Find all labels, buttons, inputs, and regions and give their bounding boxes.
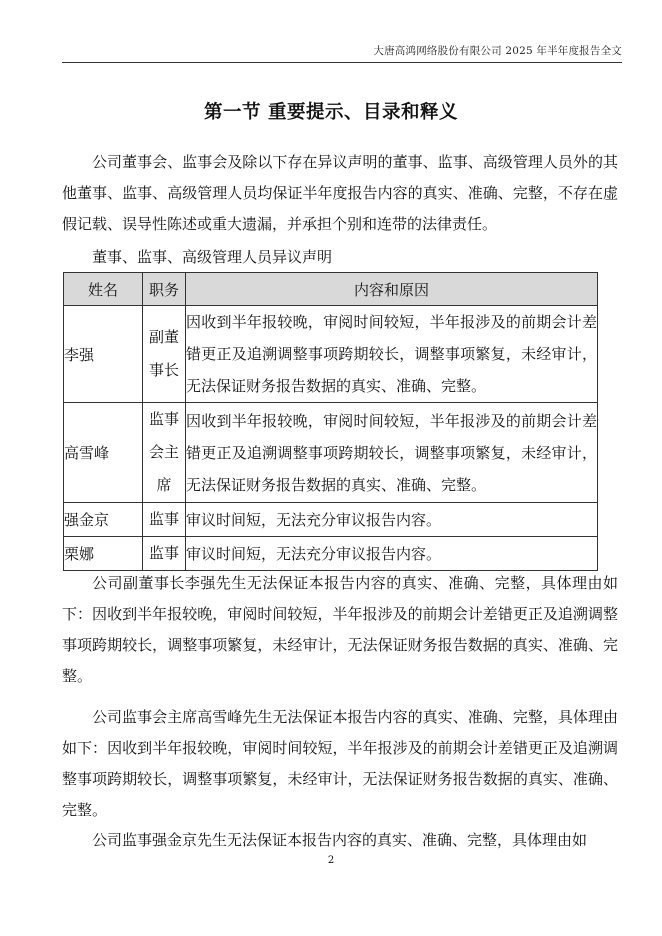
row-reason: 因收到半年报较晚，审阅时间较短，半年报涉及的前期会计差错更正及追溯调整事项跨期较长，调整事项繁复，未经审计，无法保证财务报告数据的真实、准确、完整。: [186, 403, 598, 503]
body-paragraph: 公司副董事长李强先生无法保证本报告内容的真实、准确、完整，具体理由如下：因收到半年报较晚，审阅时间较短，半年报涉及的前期会计差错更正及追溯调整事项跨期较长，调整事项繁复，未经审计，无法保证财务报告数据的真实、准确、完整。: [62, 574, 618, 685]
table-row: [64, 537, 598, 571]
table-row: [64, 306, 598, 403]
page-number: 2: [327, 855, 335, 866]
table-row: [64, 403, 598, 503]
row-name: 栗娜: [64, 537, 143, 571]
row-position: 监事: [143, 503, 186, 537]
row-reason: 审议时间短，无法充分审议报告内容。: [186, 503, 598, 537]
header-reason: 内容和原因: [186, 273, 598, 306]
header-name: 姓名: [64, 273, 143, 306]
body-paragraph: 公司监事强金京先生无法保证本报告内容的真实、准确、完整，具体理由如: [92, 831, 588, 849]
row-position: 副董事长: [143, 306, 186, 403]
row-reason: 审议时间短，无法充分审议报告内容。: [186, 537, 598, 571]
row-position: 监事会主席: [143, 403, 186, 503]
row-name: 高雪峰: [64, 403, 143, 503]
objection-table: [63, 272, 598, 571]
row-name: 李强: [64, 306, 143, 403]
table-title: 董事、监事、高级管理人员异议声明: [92, 248, 333, 266]
row-position: 监事: [143, 537, 186, 571]
row-name: 强金京: [64, 503, 143, 537]
table-row: [64, 503, 598, 537]
intro-paragraph: 公司董事会、监事会及除以下存在异议声明的董事、监事、高级管理人员外的其他董事、监事、高级管理人员均保证半年度报告内容的真实、准确、完整，不存在虚假记载、误导性陈述或重大遗漏，并承担个别和连带的法律责任。: [62, 153, 618, 233]
table-header-row: [64, 273, 598, 306]
header-rule: [62, 62, 622, 63]
header-position: 职务: [143, 273, 186, 306]
body-paragraph: 公司监事会主席高雪峰先生无法保证本报告内容的真实、准确、完整，具体理由如下：因收到半年报较晚，审阅时间较短，半年报涉及的前期会计差错更正及追溯调整事项跨期较长，调整事项繁复，未经审计，无法保证财务报告数据的真实、准确、完整。: [62, 708, 618, 819]
row-reason: 因收到半年报较晚，审阅时间较短，半年报涉及的前期会计差错更正及追溯调整事项跨期较长，调整事项繁复，未经审计，无法保证财务报告数据的真实、准确、完整。: [186, 306, 598, 403]
section-title: 第一节 重要提示、目录和释义: [204, 102, 458, 123]
running-header: 大唐高鸿网络股份有限公司 2025 年半年度报告全文: [373, 45, 622, 57]
